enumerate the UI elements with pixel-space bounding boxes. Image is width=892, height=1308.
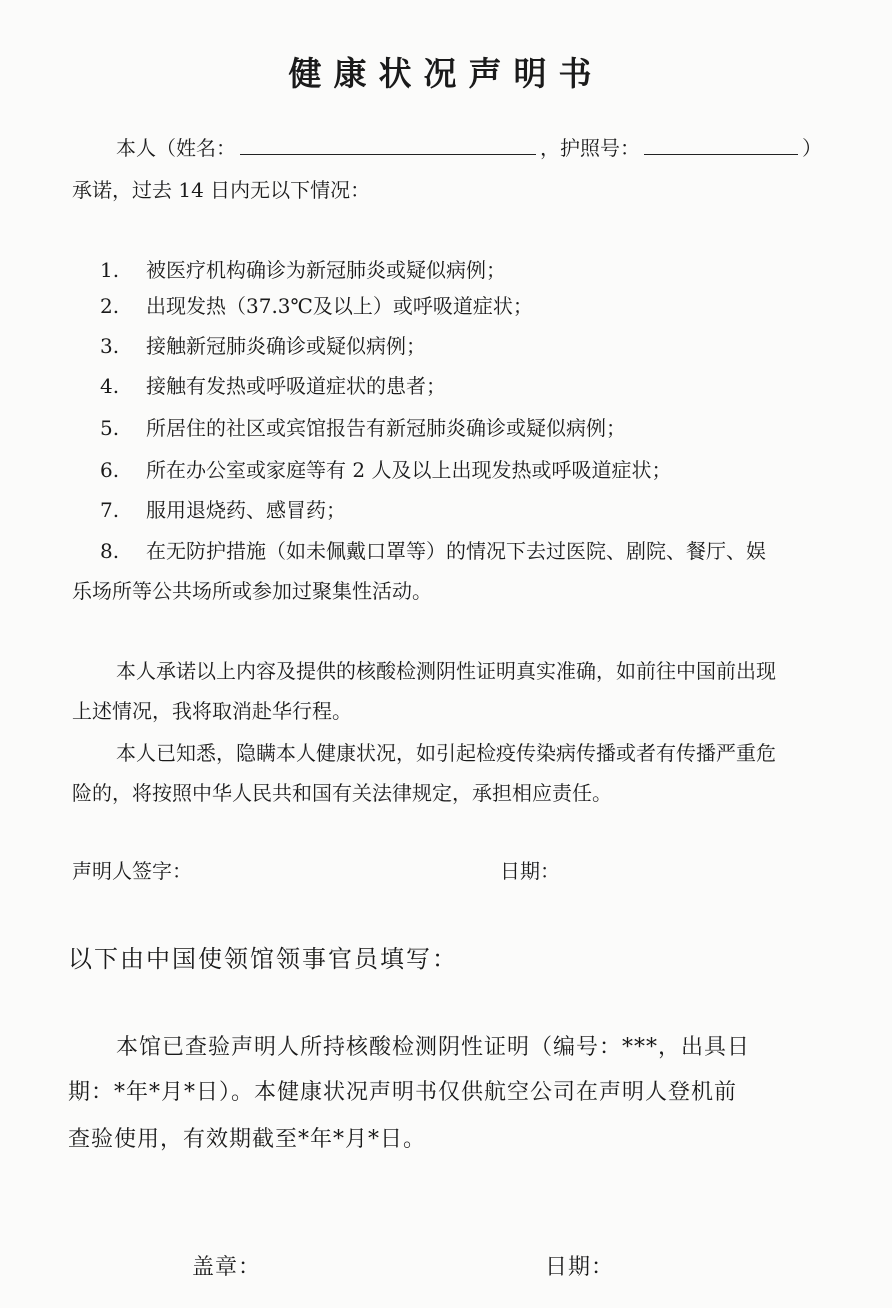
list-item	[100, 412, 626, 441]
list-item-continuation: 乐场所等公共场所或参加过聚集性活动。	[72, 579, 432, 603]
name-label: 本人（姓名：	[116, 136, 236, 160]
passport-blank[interactable]	[644, 136, 798, 155]
identity-line	[116, 132, 822, 161]
list-item	[100, 370, 446, 399]
item-text: 被医疗机构确诊为新冠肺炎或疑似病例；	[146, 258, 506, 282]
consular-section-heading: 以下由中国使领馆领事官员填写：	[68, 945, 458, 973]
item-text: 在无防护措施（如未佩戴口罩等）的情况下去过医院、剧院、餐厅、娱	[146, 539, 766, 563]
list-item	[100, 254, 506, 283]
item-number: 5.	[100, 416, 120, 440]
passport-label: ，护照号：	[540, 136, 640, 160]
consular-paragraph-line: 查验使用，有效期截至*年*月*日。	[68, 1127, 427, 1152]
commit-line: 承诺，过去 14 日内无以下情况：	[72, 178, 371, 202]
commitment-paragraph-line: 本人承诺以上内容及提供的核酸检测阴性证明真实准确，如前往中国前出现	[116, 659, 776, 683]
close-paren: ）	[802, 136, 822, 160]
item-number: 3.	[100, 334, 120, 358]
item-text: 所居住的社区或宾馆报告有新冠肺炎确诊或疑似病例；	[146, 416, 626, 440]
item-number: 2.	[100, 294, 120, 318]
consular-paragraph-line: 本馆已查验声明人所持核酸检测阴性证明（编号：***，出具日	[116, 1035, 751, 1060]
liability-paragraph-line: 险的，将按照中华人民共和国有关法律规定，承担相应责任。	[72, 781, 612, 805]
liability-paragraph-line: 本人已知悉，隐瞒本人健康状况，如引起检疫传染病传播或者有传播严重危	[116, 741, 776, 765]
item-text: 服用退烧药、感冒药；	[146, 498, 346, 522]
declarant-signature-label: 声明人签字：	[72, 859, 192, 883]
item-number: 4.	[100, 374, 120, 398]
item-text: 接触有发热或呼吸道症状的患者；	[146, 374, 446, 398]
list-item	[100, 330, 426, 359]
list-item	[100, 454, 671, 483]
consular-date-label: 日期：	[545, 1255, 615, 1280]
name-blank[interactable]	[240, 136, 536, 155]
item-text: 出现发热（37.3℃及以上）或呼吸道症状；	[146, 294, 533, 318]
item-number: 6.	[100, 458, 120, 482]
commitment-paragraph-line: 上述情况，我将取消赴华行程。	[72, 699, 352, 723]
list-item	[100, 494, 346, 523]
list-item	[100, 290, 533, 319]
seal-label: 盖章：	[192, 1255, 262, 1280]
item-number: 1.	[100, 258, 120, 282]
signature-date-label: 日期：	[500, 859, 560, 883]
list-item	[100, 535, 766, 564]
item-number: 7.	[100, 498, 120, 522]
item-text: 接触新冠肺炎确诊或疑似病例；	[146, 334, 426, 358]
consular-paragraph-line: 期：*年*月*日）。本健康状况声明书仅供航空公司在声明人登机前	[68, 1080, 738, 1105]
item-text: 所在办公室或家庭等有 2 人及以上出现发热或呼吸道症状；	[146, 458, 672, 482]
page-title: 健康状况声明书	[288, 54, 604, 93]
item-number: 8.	[100, 539, 120, 563]
